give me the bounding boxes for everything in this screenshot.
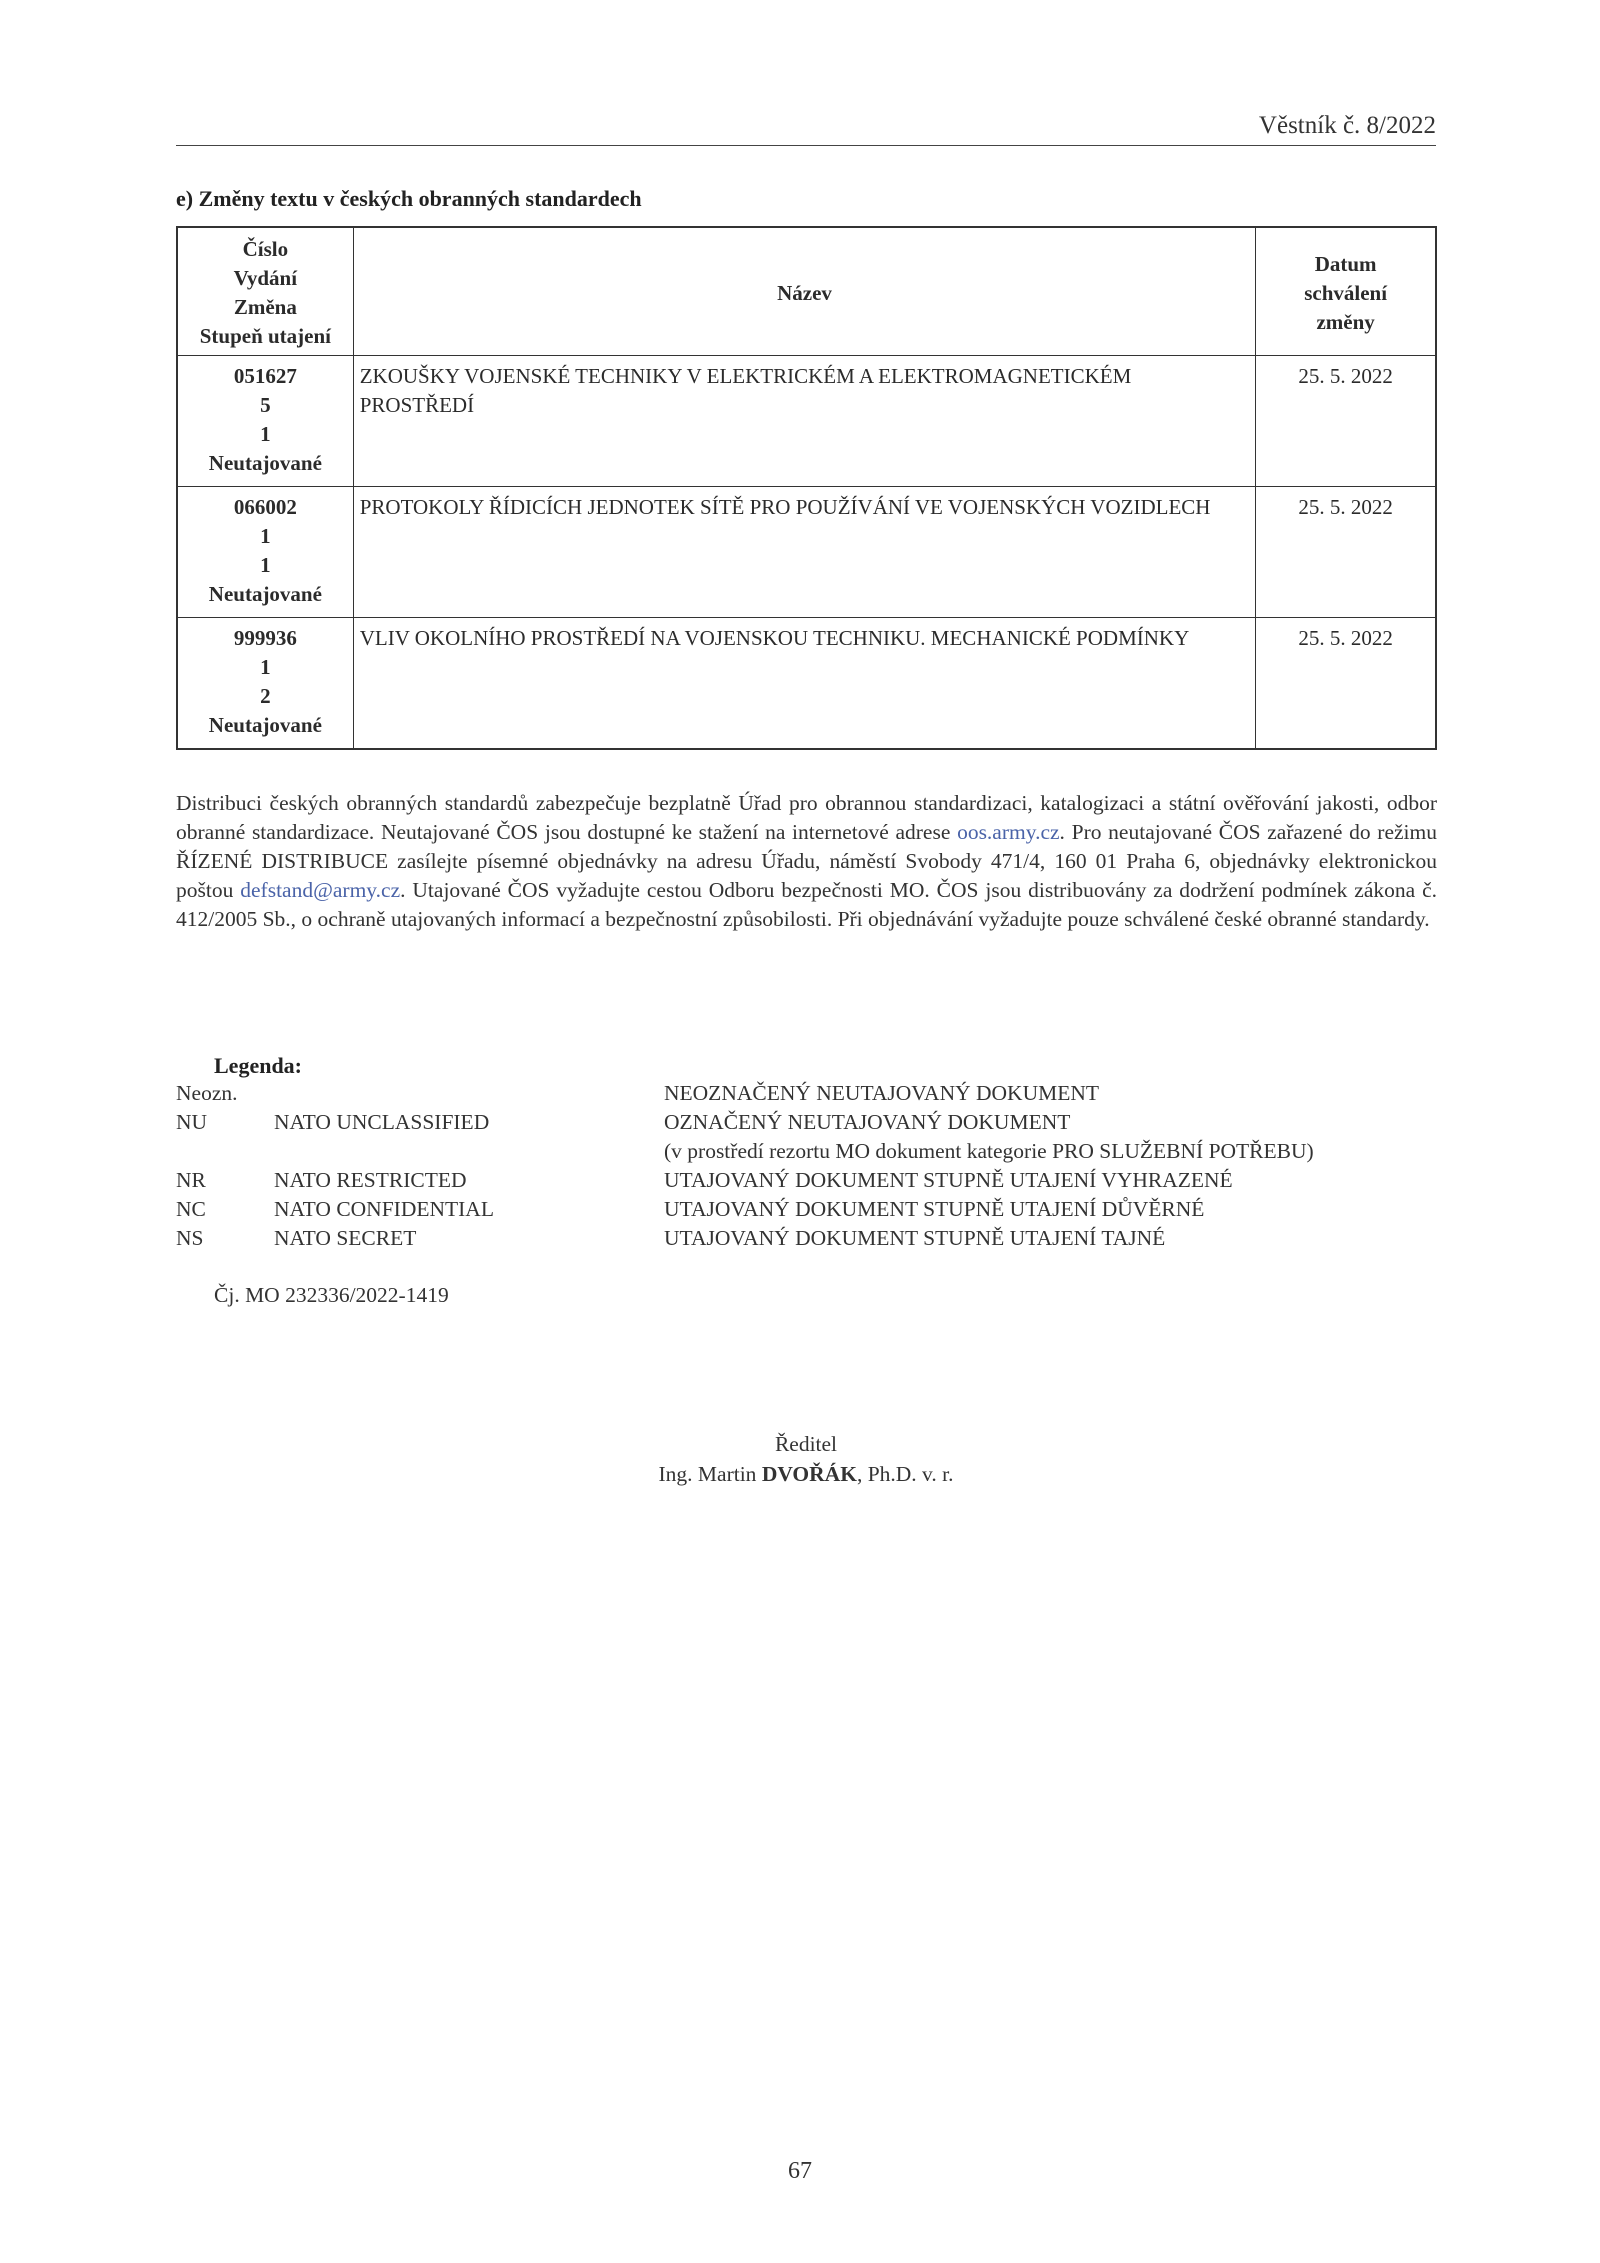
standard-change: 2 [260, 684, 271, 708]
header-id-line: Vydání [233, 266, 298, 290]
signatory-role: Ředitel [774, 1432, 838, 1456]
distribution-text: . Pro neutajované ČOS zařazené do režimu ŘÍZENÉ DISTRIBUCE zasílejte písemné objednávky na adresu Úřadu, náměstí Svobody 471/4, 160 01 Praha 6, objednávky elektronickou poštou [176, 820, 1437, 902]
standard-id-cell [177, 487, 353, 618]
standard-name-cell [353, 487, 1256, 618]
signatory-name-suffix: , Ph.D. v. r. [856, 1462, 954, 1486]
header-date-column [1256, 227, 1436, 356]
header-date-line: Datum [1314, 251, 1377, 276]
standard-id-cell [177, 618, 353, 750]
standard-number: 066002 [233, 495, 297, 519]
signatory-name [176, 1459, 1436, 1489]
standard-classification: Neutajované [208, 713, 322, 737]
header-id-column [177, 227, 353, 356]
signatory-surname: DVOŘÁK [761, 1462, 857, 1486]
legend-czech-level: UTAJOVANÝ DOKUMENT STUPNĚ UTAJENÍ DŮVĚRNÉ [664, 1197, 1205, 1221]
standard-change: 1 [260, 553, 271, 577]
standard-edition: 1 [260, 655, 271, 679]
legend-row [176, 1139, 1436, 1168]
legend-abbreviation: NS [176, 1226, 204, 1250]
standard-number: 051627 [233, 364, 297, 388]
legend-nato-level: NATO RESTRICTED [274, 1168, 467, 1192]
header-rule [176, 145, 1436, 146]
legend-abbreviation: NR [176, 1168, 206, 1192]
standard-change: 1 [260, 422, 271, 446]
page-number: 67 [788, 2158, 812, 2184]
legend-abbreviation: NC [176, 1197, 206, 1221]
signature-block [176, 1429, 1436, 1489]
table-row [177, 618, 1436, 750]
header-name-column: Název [353, 227, 1256, 356]
legend-row [176, 1081, 1436, 1110]
standard-number: 999936 [233, 626, 297, 650]
running-header: Věstník č. 8/2022 [1258, 112, 1436, 139]
header-date-line: schválení [1304, 280, 1388, 305]
legend-czech-level: NEOZNAČENÝ NEUTAJOVANÝ DOKUMENT [664, 1081, 1100, 1105]
legend-czech-level: OZNAČENÝ NEUTAJOVANÝ DOKUMENT [664, 1110, 1071, 1134]
signatory-name-prefix: Ing. Martin [658, 1462, 762, 1486]
defstand-email-link[interactable]: defstand@army.cz [240, 878, 401, 902]
standard-name: PROTOKOLY ŘÍDICÍCH JEDNOTEK SÍTĚ PRO POUŽÍVÁNÍ VE VOJENSKÝCH VOZIDLECH [359, 495, 1211, 519]
standard-name: VLIV OKOLNÍHO PROSTŘEDÍ NA VOJENSKOU TECHNIKU. MECHANICKÉ PODMÍNKY [359, 626, 1190, 650]
legend-row [176, 1168, 1436, 1197]
distribution-paragraph [176, 789, 1437, 934]
approval-date-cell [1256, 487, 1436, 618]
approval-date: 25. 5. 2022 [1298, 364, 1393, 388]
table-row [177, 487, 1436, 618]
standard-id-cell [177, 356, 353, 487]
legend-row [176, 1110, 1436, 1139]
legend-nato-level: NATO UNCLASSIFIED [274, 1110, 490, 1134]
distribution-text: Distribuci českých obranných standardů zabezpečuje bezplatně Úřad pro obrannou standardizaci, katalogizaci a státní ověřování jakosti, odbor obranné standardizace. Neutajované ČOS jsou dostupné ke stažení na internetové adrese [176, 791, 1437, 844]
legend-czech-level: (v prostředí rezortu MO dokument kategorie PRO SLUŽEBNÍ POTŘEBU) [664, 1139, 1314, 1163]
legend-abbreviation: NU [176, 1110, 208, 1134]
header-date-line: změny [1316, 309, 1375, 334]
reference-number: Čj. MO 232336/2022-1419 [214, 1283, 449, 1307]
standard-classification: Neutajované [208, 582, 322, 606]
approval-date: 25. 5. 2022 [1298, 495, 1393, 519]
standard-name: ZKOUŠKY VOJENSKÉ TECHNIKY V ELEKTRICKÉM A ELEKTROMAGNETICKÉM PROSTŘEDÍ [359, 364, 1132, 417]
header-id-line: Stupeň utajení [199, 324, 331, 348]
standards-table [176, 226, 1437, 750]
header-id-line: Číslo [242, 237, 289, 261]
legend-abbreviation: Neozn. [176, 1081, 238, 1105]
legend-row [176, 1197, 1436, 1226]
approval-date-cell [1256, 618, 1436, 750]
distribution-text: . Utajované ČOS vyžadujte cestou Odboru bezpečnosti MO. ČOS jsou distribuovány za dodržení podmínek zákona č. 412/2005 Sb., o ochraně utajovaných informací a bezpečnostní způsobilosti. Při objednávání vyžadujte pouze schválené české obranné standardy. [176, 878, 1437, 931]
header-id-line: Změna [233, 295, 297, 319]
section-title: e) Změny textu v českých obranných standardech [176, 186, 642, 211]
standard-classification: Neutajované [208, 451, 322, 475]
legend-czech-level: UTAJOVANÝ DOKUMENT STUPNĚ UTAJENÍ TAJNÉ [664, 1226, 1166, 1250]
standard-name-cell [353, 356, 1256, 487]
legend-list [176, 1081, 1436, 1255]
legend-czech-level: UTAJOVANÝ DOKUMENT STUPNĚ UTAJENÍ VYHRAZENÉ [664, 1168, 1233, 1192]
approval-date: 25. 5. 2022 [1298, 626, 1393, 650]
standard-edition: 1 [260, 524, 271, 548]
standard-edition: 5 [260, 393, 271, 417]
legend-row [176, 1226, 1436, 1255]
oos-army-link[interactable]: oos.army.cz [957, 820, 1060, 844]
table-row [177, 356, 1436, 487]
table-header-row [177, 227, 1436, 356]
legend-nato-level: NATO CONFIDENTIAL [274, 1197, 494, 1221]
legend-title: Legenda: [214, 1053, 302, 1078]
approval-date-cell [1256, 356, 1436, 487]
standard-name-cell [353, 618, 1256, 750]
legend-nato-level: NATO SECRET [274, 1226, 417, 1250]
